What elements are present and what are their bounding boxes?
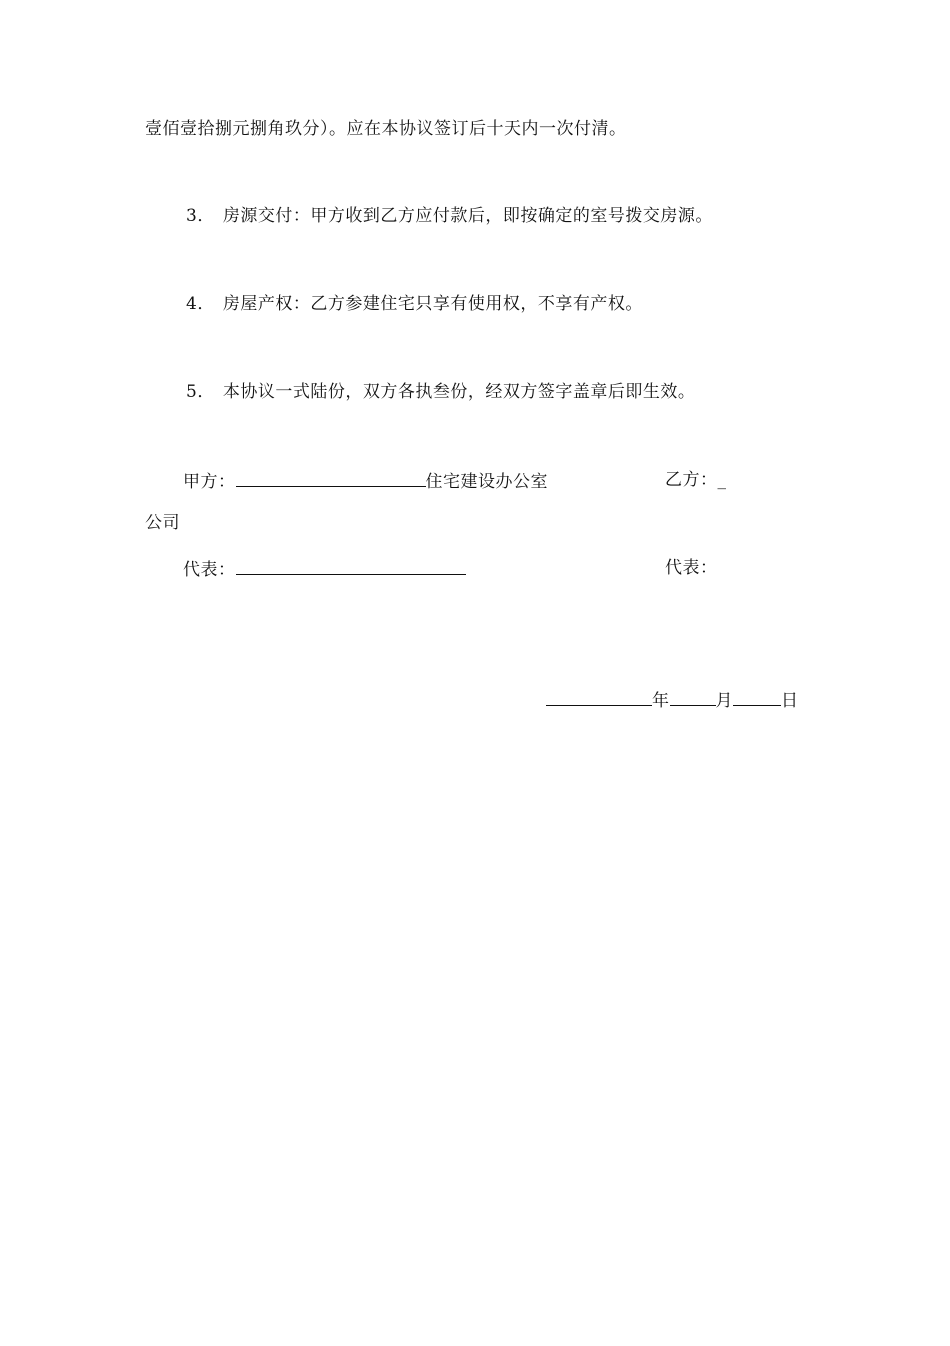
year-blank[interactable]: [546, 688, 652, 706]
party-a-blank[interactable]: [236, 469, 426, 487]
clause-text: 房屋产权：乙方参建住宅只享有使用权，不享有产权。: [222, 294, 643, 314]
rep-a-label: 代表：: [183, 560, 236, 580]
clause-number: 5．: [186, 382, 215, 402]
year-label: 年: [652, 691, 670, 711]
clause-3: [186, 205, 713, 227]
party-b-org-wrap: 公司: [145, 513, 180, 533]
rep-a-blank[interactable]: [236, 557, 466, 575]
month-label: 月: [715, 691, 733, 711]
party-a-org: 住宅建设办公室: [425, 472, 548, 492]
intro-continuation: 壹佰壹拾捌元捌角玖分）。应在本协议签订后十天内一次付清。: [145, 119, 627, 139]
clause-number: 4．: [186, 294, 215, 314]
rep-b-label: 代表：: [665, 558, 718, 578]
day-label: 日: [781, 691, 799, 711]
clause-4: [186, 293, 643, 315]
day-blank[interactable]: [733, 688, 781, 706]
party-a-label: 甲方：: [183, 472, 236, 492]
party-b-label: 乙方：_: [665, 470, 727, 490]
clause-text: 本协议一式陆份，双方各执叁份，经双方签字盖章后即生效。: [222, 382, 696, 402]
clause-text: 房源交付：甲方收到乙方应付款后，即按确定的室号拨交房源。: [222, 206, 713, 226]
clause-5: [186, 381, 695, 403]
month-blank[interactable]: [670, 688, 716, 706]
clause-number: 3．: [186, 206, 215, 226]
party-a-line: [183, 469, 548, 493]
rep-a-line: [183, 557, 466, 581]
date-line: [546, 688, 799, 712]
